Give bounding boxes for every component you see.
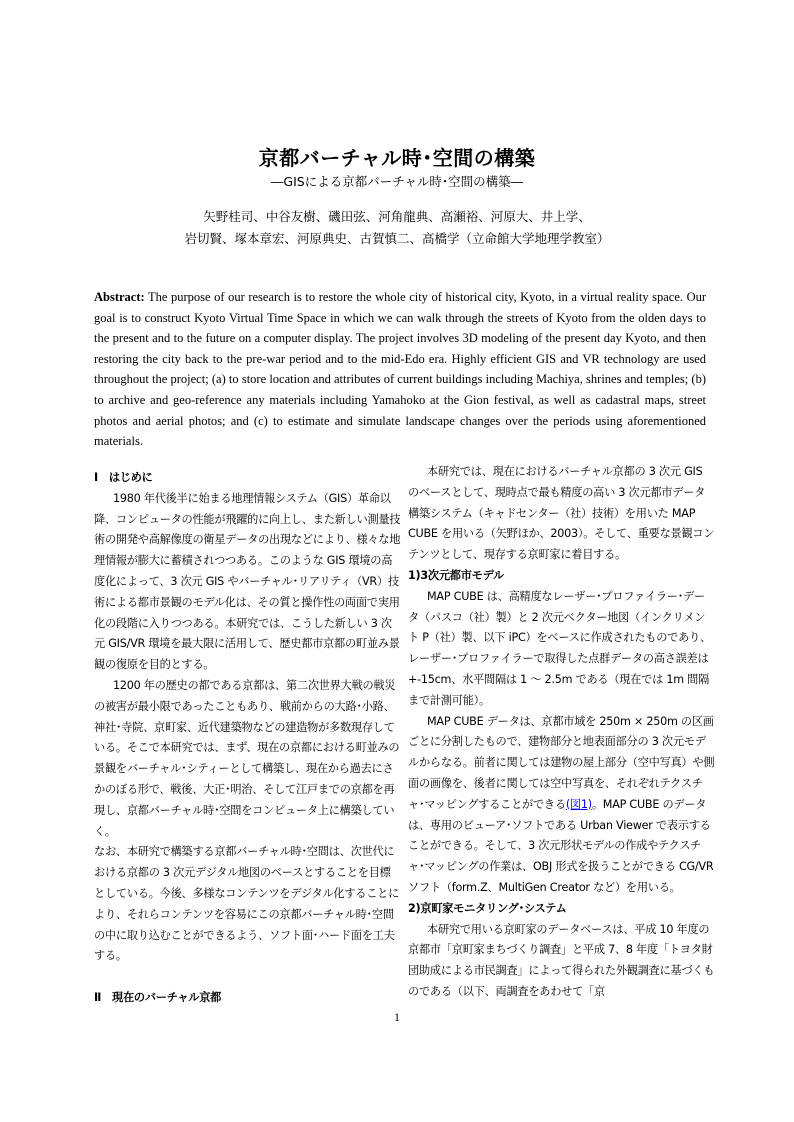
author-list	[0, 206, 794, 250]
section-1-paragraph-1: 1980 年代後半に始まる地理情報システム（GIS）革命以降、コンピュータの性能が飛躍的に向上し、また新しい測量技術の開発や高解像度の衛星データの出現などにより、様々な地理情報が膨大に蓄積されつつある。このような GIS 環境の高度化によって、3 次元 GIS やバーチャル･リアリティ（VR）技術による都市景観のモデル化は、その質と操作性の両面で実用化の段階に入りつつある。本研究では、こうした新しい 3 次元 GIS/VR 環境を最大限に活用して、歴史都市京都の町並み景観の復原を目的とする。	[94, 491, 401, 672]
abstract	[94, 287, 706, 452]
subsection-1-paragraph-2	[408, 712, 715, 899]
author-line-2: 岩切賢、塚本章宏、河原典史、古賀慎二、高橋学（立命館大学地理学教室）	[184, 231, 610, 246]
subsection-1-paragraph-1: MAP CUBE は、高精度なレーザー･プロファイラー･データ（パスコ（社）製）と 2 次元ベクター地図（インクリメント P（社）製、以下 iPC）をベースに作成されたものであり、レーザー･プロファイラーで取得した点群データの高さ誤差は+-15cm、水平間隔は 1 ～ 2.5m である（現在では 1m 間隔まで計測可能）。	[408, 589, 711, 707]
section-1-paragraph-3: なお、本研究で構築する京都バーチャル時･空間は、次世代における京都の 3 次元デジタル地図のベースとすることを目標としている。今後、多様なコンテンツをデジタル化することにより、それらコンテンツを容易にこの京都バーチャル時･空間の中に取り込むことができるよう、ソフト面･ハード面を工夫する。	[94, 845, 400, 963]
subsection-1-heading: 1)3次元都市モデル	[408, 568, 504, 582]
figure-1-link[interactable]: (図1)	[565, 797, 592, 811]
left-column	[94, 462, 401, 1009]
abstract-text: The purpose of our research is to restore the whole city of historical city, Kyoto, in a virtual reality space. Our goal is to construct Kyoto Virtual Time Space in which we can walk through the streets of Kyoto from the olden days to the present and to the future on a computer display. The project involves 3D modeling of the present day Kyoto, and then restoring the city back to the pre-war period and to the mid-Edo era. Highly efficient GIS and VR technology are used throughout the project; (a) to store location and attributes of current buildings including Machiya, shrines and temples; (b) to archive and geo-reference any materials including Yamahoko at the Gion festival, as well as cadastral maps, street photos and aerial photos; and (c) to estimate and simulate landscape changes over the periods using aforementioned materials.	[94, 290, 707, 449]
paragraph-text-before-link: MAP CUBE データは、京都市域を 250m × 250m の区画ごとに分割したもので、建物部分と地表面部分の 3 次元モデルからなる。前者に関しては建物の屋上部分（空中写真）や側面の画像を、後者に関しては空中写真を、それぞれテクスチャ･マッピングすることができる	[408, 714, 715, 811]
paper-title: 京都バーチャル時･空間の構築	[258, 146, 536, 170]
section-1-heading: Ⅰ はじめに	[94, 471, 153, 484]
subsection-2-paragraph-1: 本研究で用いる京町家のデータベースは、平成 10 年度の京都市「京町家まちづくり調査」と平成 7、8 年度「トヨタ財団助成による市民調査」によって得られた外観調査に基づくものである（以下、両調査をあわせて「京	[408, 922, 715, 998]
author-line-1: 矢野桂司、中谷友樹、磯田弦、河角龍典、高瀬裕、河原大、井上学、	[203, 209, 591, 224]
right-column	[408, 462, 715, 1003]
page-number: 1	[394, 1010, 400, 1024]
abstract-label: Abstract:	[94, 290, 145, 304]
subsection-2-heading: 2)京町家モニタリング･システム	[408, 901, 567, 915]
section-2-paragraph-1: 本研究では、現在におけるバーチャル京都の 3 次元 GIS のベースとして、現時点で最も精度の高い 3 次元都市データ構築システム（キャドセンター（社）技術）を用いた MAP CUBE を用いる（矢野ほか、2003）。そして、重要な景観コンテンツとして、現存する京町家に着目する。	[408, 465, 715, 562]
paragraph-text-after-link: 。MAP CUBE のデータは、専用のビューア･ソフトである Urban Viewer で表示することができる。そして、3 次元形状モデルの作成やテクスチャ･マッピングの作業は、OBJ 形式を扱うことができる CG/VR ソフト（form.Z、MultiGen Creator など）を用いる。	[408, 797, 714, 894]
paper-subtitle: ―GISによる京都バーチャル時･空間の構築―	[270, 174, 524, 189]
section-2-heading: Ⅱ 現在のバーチャル京都	[94, 990, 222, 1004]
section-1-paragraph-2: 1200 年の歴史の都である京都は、第二次世界大戦の戦災の被害が最小限であったこともあり、戦前からの大路･小路、神社･寺院、京町家、近代建築物などの建造物が多数現存している。そこで本研究では、まず、現在の京都における町並みの景観をバーチャル･シティーとして構築し、現在から過去にさかのぼる形で、戦後、大正･明治、そして江戸までの京都を再現し、京都バーチャル時･空間をコンピュータ上に構築していく。	[94, 678, 400, 838]
